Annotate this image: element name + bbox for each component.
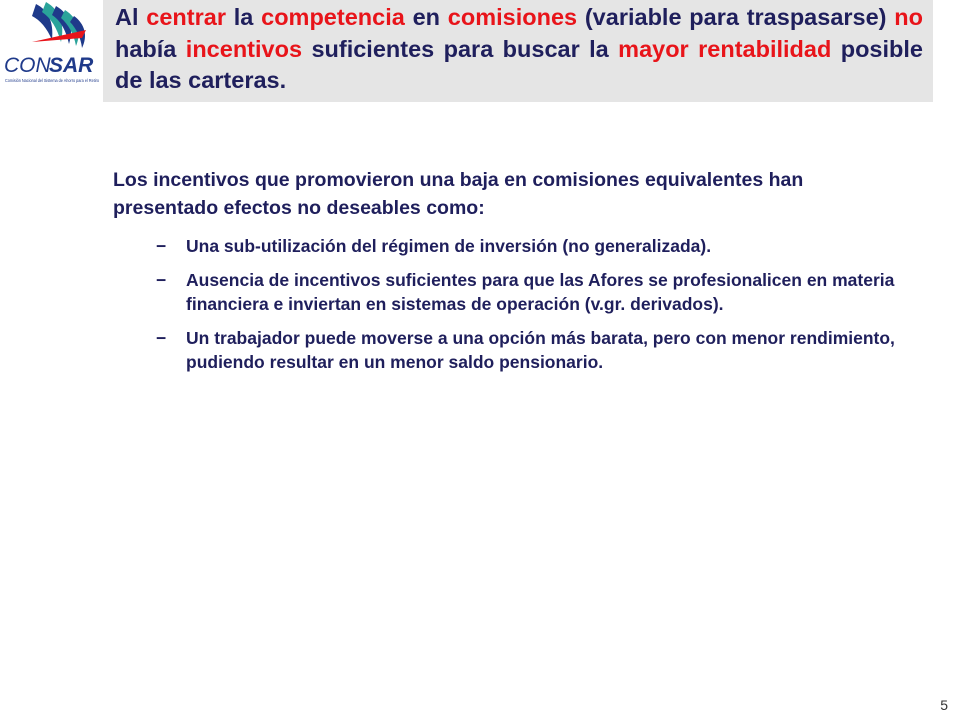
title-highlight: incentivos [185, 35, 303, 62]
bullet-text: Un trabajador puede moverse a una opción más barata, pero con menor rendimiento, pudiendo resultar en un menor saldo pensionario. [186, 327, 895, 372]
title-segment: posible de las carteras. [115, 35, 923, 93]
consar-logo-graphic [2, 0, 102, 104]
bullet-marker: − [156, 269, 167, 290]
title-highlight: no [894, 4, 923, 30]
logo-text-con: CON [4, 54, 51, 77]
consar-logo [2, 0, 102, 104]
bullet-text: Una sub-utilización del régimen de inversión (no generalizada). [186, 236, 712, 256]
list-item [156, 326, 896, 375]
title-segment: Al [115, 4, 147, 30]
page-number: 5 [940, 697, 948, 713]
title-highlight: mayor rentabilidad [618, 35, 832, 62]
effects-list [156, 234, 896, 384]
title-segment: (variable para traspasarse) [577, 4, 895, 30]
title-segment: la [225, 4, 262, 30]
list-item [156, 268, 896, 317]
title-highlight: competencia [261, 4, 405, 30]
title-segment: en [404, 4, 448, 30]
bullet-marker: − [156, 236, 167, 256]
bullet-text: Ausencia de incentivos suficientes para que las Afores se profesionalicen en materia financiera e inviertan en sistemas de operación (v.gr. derivados). [186, 269, 895, 314]
logo-emblem [32, 2, 86, 48]
logo-text-sar: SAR [49, 54, 94, 77]
title-segment: suficientes para buscar la [302, 35, 619, 62]
list-item [156, 234, 896, 259]
bullet-marker: − [156, 327, 167, 348]
slide-title [115, 2, 923, 97]
intro-paragraph: Los incentivos que promovieron una baja en comisiones equivalentes han presentado efectos no deseables como: [113, 169, 804, 219]
title-banner [103, 0, 933, 102]
logo-tagline: Comisión Nacional del Sistema de Ahorro para el Retiro [5, 78, 100, 83]
title-highlight: centrar [146, 4, 226, 30]
title-highlight: comisiones [447, 4, 578, 30]
title-segment: había [115, 35, 186, 62]
